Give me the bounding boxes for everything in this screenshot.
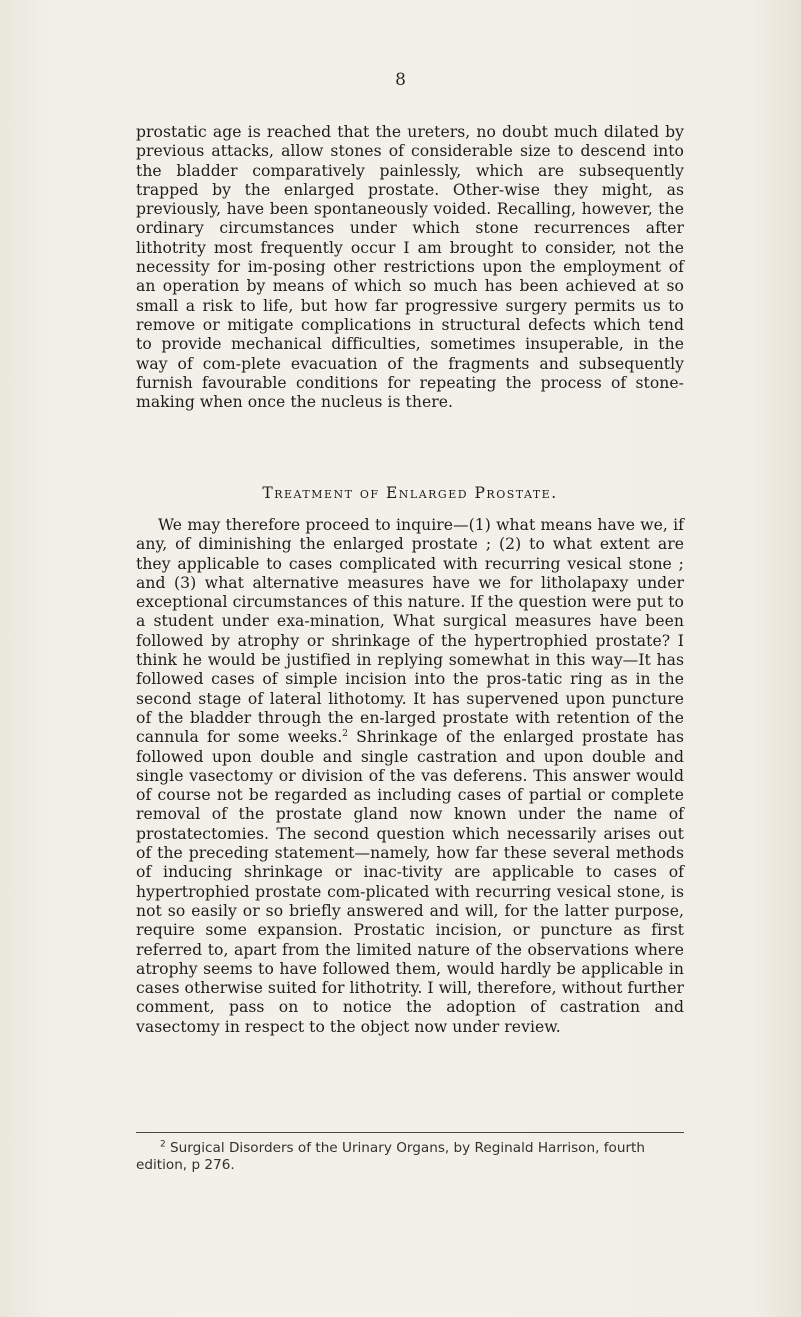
footnote-reference: 2 (342, 729, 348, 740)
paragraph-prostatic-age: prostatic age is reached that the ureters, no doubt much dilated by previous attacks, allow stones of considerable size to descend into the bladder comparatively painlessly, which are subsequently trapped by the enlarged prostate. Other-wise they might, as previously, have been spontaneously voided. Recalling, however, the ordinary circumstances under which stone recurrences after lithotrity most frequently occur I am brought to consider, not the necessity for im-posing other restrictions upon the employment of an operation by means of which so much has been achieved at so small a risk to life, but how far progressive surgery permits us to remove or mitigate complications in structural defects which tend to provide mechanical difficulties, sometimes insuperable, in the way of com-plete evacuation of the fragments and subsequently furnish favourable conditions for repeating the process of stone-making when once the nucleus is there. (136, 123, 684, 412)
page-number: 8 (395, 70, 406, 90)
paragraph-treatment-part-1: We may therefore proceed to inquire—(1) what means have we, if any, of diminishing the enlarged prostate ; (2) to what extent are they applicable to cases complicated with recurring vesical stone ; and (3) what alternative measures have we for litholapaxy under exceptional circumstances of this nature. If the question were put to a student under exa-mination, What surgical measures have been followed by atrophy or shrinkage of the hypertrophied prostate? I think he would be justified in replying somewhat in this way—It has followed cases of simple incision into the pros-tatic ring as in the second stage of lateral lithotomy. It has supervened upon puncture of the bladder through the en-larged prostate with retention of the cannula for some weeks. (136, 516, 684, 747)
paragraph-treatment (136, 516, 684, 1037)
footnote-divider (136, 1132, 684, 1133)
footnote (136, 1140, 684, 1174)
paragraph-treatment-part-2: Shrinkage of the enlarged prostate has followed upon double and single castration and upon double and single vasectomy or division of the vas deferens. This answer would of course not be regarded as including cases of partial or complete removal of the prostate gland now known under the name of prostatectomies. The second question which necessarily arises out of the preceding statement—namely, how far these several methods of inducing shrinkage or inac-tivity are applicable to cases of hypertrophied prostate com-plicated with recurring vesical stone, is not so easily or so briefly answered and will, for the latter purpose, require some expansion. Prostatic incision, or puncture as first referred to, apart from the limited nature of the observations where atrophy seems to have followed them, would hardly be applicable in cases otherwise suited for lithotrity. I will, therefore, without further comment, pass on to notice the adoption of castration and vasectomy in respect to the object now under review. (136, 728, 685, 1036)
footnote-marker: 2 (160, 1139, 166, 1150)
footnote-text: Surgical Disorders of the Urinary Organs, by Reginald Harrison, fourth edition, p 276. (136, 1140, 645, 1173)
section-heading: Treatment of Enlarged Prostate. (262, 484, 558, 502)
